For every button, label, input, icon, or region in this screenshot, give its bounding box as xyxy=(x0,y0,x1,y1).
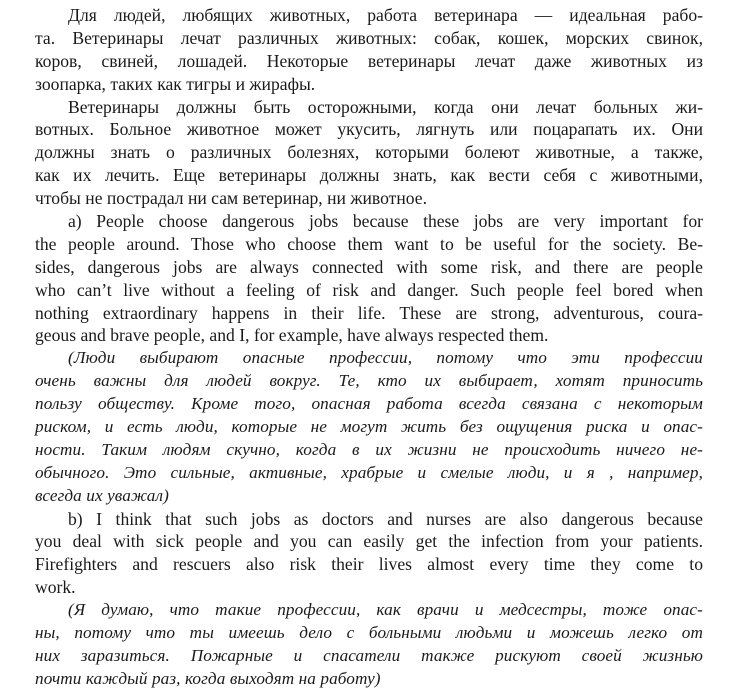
text-line: sides, dangerous jobs are always connected with some risk, and there are people xyxy=(35,256,703,277)
paragraph-answer-b xyxy=(35,508,703,600)
text-line: nothing extraordinary happens in their life. These are strong, adventurous, coura- xyxy=(35,302,703,323)
text-line: та. Ветеринары лечат различных животных: собак, кошек, морских свинок, xyxy=(35,27,703,48)
text-line: должны знать о различных болезнях, которыми болеют животные, а также, xyxy=(35,142,703,163)
text-line: geous and brave people, and I, for example, have always respected them. xyxy=(35,325,549,346)
text-line: как их лечить. Еще ветеринары должны знать, как вести себя с животными, xyxy=(35,165,703,186)
paragraph-vet-careful xyxy=(35,96,703,210)
document-page xyxy=(35,4,703,691)
text-line: Для людей, любящих животных, работа ветеринара — идеальная рабо- xyxy=(68,5,703,25)
text-line: a) People choose dangerous jobs because these jobs are very important for xyxy=(68,211,703,232)
text-line: b) I think that such jobs as doctors and nurses are also dangerous because xyxy=(68,508,703,529)
text-line: (Я думаю, что такие профессии, как врачи и медсестры, тоже опас- xyxy=(68,600,703,620)
paragraph-vet-intro xyxy=(35,4,703,96)
paragraph-translation-a xyxy=(35,347,703,507)
text-line: риском, и есть люди, которые не могут жить без ощущения риска и опас- xyxy=(35,417,703,437)
text-line: очень важны для людей вокруг. Те, кто их выбирает, хотят приносить xyxy=(35,371,703,391)
text-line: who can’t live without a feeling of risk and danger. Such people feel bored when xyxy=(35,279,703,300)
text-line: work. xyxy=(35,577,76,598)
text-line: Firefighters and rescuers also risk their lives almost every time they come to xyxy=(35,554,703,575)
text-line: зоопарка, таких как тигры и жирафы. xyxy=(35,73,316,94)
text-line: обычного. Это сильные, активные, храбрые и смелые люди, и я , например, xyxy=(35,462,703,482)
text-line: ны, потому что ты имеешь дело с больными людьми и можешь легко от xyxy=(35,623,703,643)
text-line: вотных. Больное животное может укусить, лягнуть или поцарапать их. Они xyxy=(35,119,703,140)
text-line: you deal with sick people and you can easily get the infection from your patients. xyxy=(35,531,703,552)
text-line: них заразиться. Пожарные и спасатели также рискуют своей жизнью xyxy=(35,645,703,665)
text-line: почти каждый раз, когда выходят на работу) xyxy=(35,668,381,688)
text-line: the people around. Those who choose them want to be useful for the society. Be- xyxy=(35,233,703,254)
text-line: (Люди выбирают опасные профессии, потому что эти профессии xyxy=(68,348,703,368)
text-line: пользу обществу. Кроме того, опасная работа всегда связана с некоторым xyxy=(35,394,703,414)
text-line: всегда их уважал) xyxy=(35,485,169,505)
text-line: ности. Таким людям скучно, когда в их жизни не происходить ничего не- xyxy=(35,439,703,459)
text-line: коров, свиней, лошадей. Некоторые ветеринары лечат даже животных из xyxy=(35,50,703,71)
paragraph-answer-a xyxy=(35,210,703,347)
paragraph-translation-b xyxy=(35,599,703,691)
text-line: чтобы не пострадал ни сам ветеринар, ни животное. xyxy=(35,188,427,209)
text-line: Ветеринары должны быть осторожными, когда они лечат больных жи- xyxy=(68,96,703,117)
